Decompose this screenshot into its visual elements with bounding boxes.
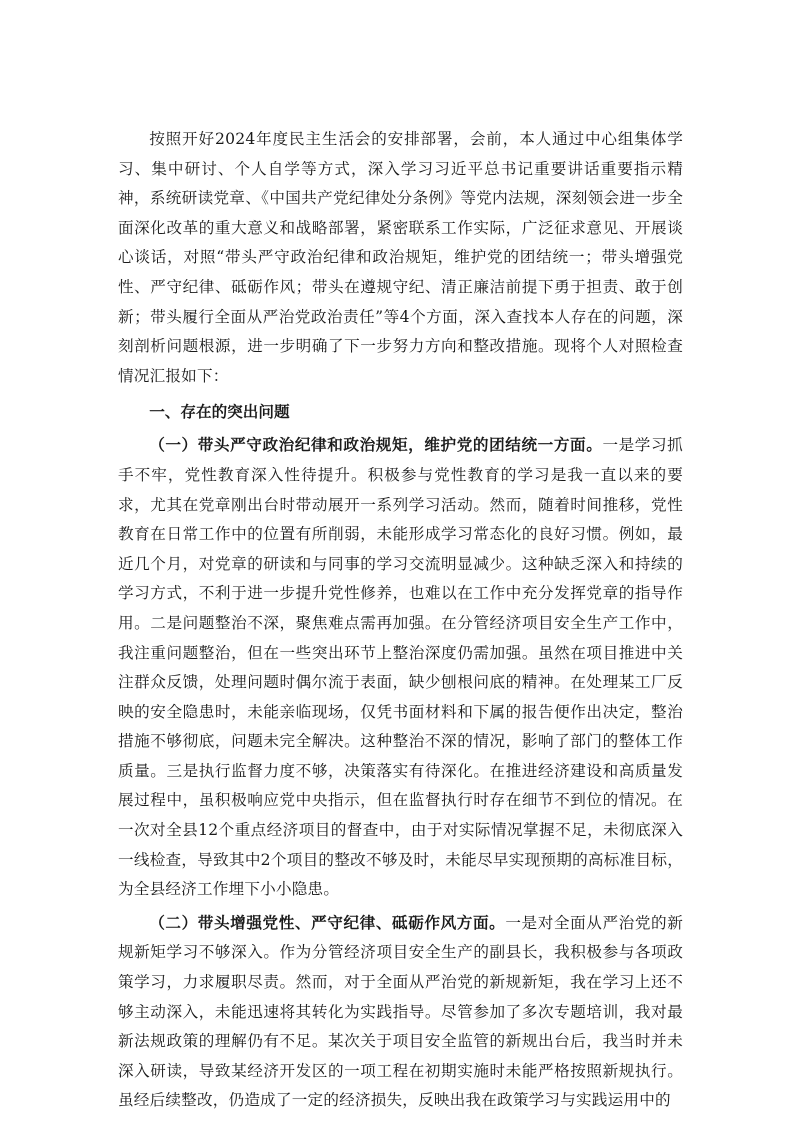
section-heading: 一、存在的突出问题: [149, 403, 290, 422]
subsection-1-body: 一是学习抓手不牢，党性教育深入性待提升。积极参与党性教育的学习是我一直以来的要求，尤其在党章刚出台时带动展开一系列学习活动。然而，随着时间推移，党性教育在日常工作中的位置有所削弱，未能形成学习常态化的良好习惯。例如，最近几个月，对党章的研读和与同事的学习交流明显减少。这种缺乏深入和持续的学习方式，不利于进一步提升党性修养，也难以在工作中充分发挥党章的指导作用。二是问题整治不深，聚焦难点需再加强。在分管经济项目安全生产工作中，我注重问题整治，但在一些突出环节上整治深度仍需加强。虽然在项目推进中关注群众反馈，处理问题时偶尔流于表面，缺少刨根问底的精神。在处理某工厂反映的安全隐患时，未能亲临现场，仅凭书面材料和下属的报告便作出决定，整治措施不够彻底，问题未完全解决。这种整治不深的情况，影响了部门的整体工作质量。三是执行监督力度不够，决策落实有待深化。在推进经济建设和高质量发展过程中，虽积极响应党中央指示，但在监督执行时存在细节不到位的情况。在一次对全县12个重点经济项目的督查中，由于对实际情况掌握不足，未彻底深入一线检查，导致其中2个项目的整改不够及时，未能尽早实现预期的高标准目标，为全县经济工作埋下小小隐患。: [118, 436, 683, 899]
subsection-2-paragraph: [118, 909, 683, 1116]
subsection-1-paragraph: [118, 431, 683, 905]
subsection-2-body: 一是对全面从严治党的新规新矩学习不够深入。作为分管经济项目安全生产的副县长，我积极参与各项政策学习，力求履职尽责。然而，对于全面从严治党的新规新矩，我在学习上还不够主动深入，未能迅速将其转化为实践指导。尽管参加了多次专题培训，我对最新法规政策的理解仍有不足。某次关于项目安全监管的新规出台后，我当时并未深入研读，导致某经济开发区的一项工程在初期实施时未能严格按照新规执行。虽经后续整改，仍造成了一定的经济损失，反映出我在政策学习与实践运用中的: [118, 913, 683, 1110]
intro-paragraph: 按照开好2024年度民主生活会的安排部署，会前，本人通过中心组集体学习、集中研讨、个人自学等方式，深入学习习近平总书记重要讲话重要指示精神，系统研读党章、《中国共产党纪律处分条例》等党内法规，深刻领会进一步全面深化改革的重大意义和战略部署，紧密联系工作实际，广泛征求意见、开展谈心谈话，对照“带头严守政治纪律和政治规矩，维护党的团结统一；带头增强党性、严守纪律、砥砺作风；带头在遵规守纪、清正廉洁前提下勇于担责、敢于创新；带头履行全面从严治党政治责任”等4个方面，深入查找本人存在的问题，深刻剖析问题根源，进一步明确了下一步努力方向和整改措施。现将个人对照检查情况汇报如下：: [118, 130, 683, 385]
subsection-2-title: （二）带头增强党性、严守纪律、砥砺作风方面。: [149, 913, 506, 932]
spacer: [118, 391, 683, 395]
subsection-1-title: （一）带头严守政治纪律和政治规矩，维护党的团结统一方面。: [149, 436, 603, 455]
